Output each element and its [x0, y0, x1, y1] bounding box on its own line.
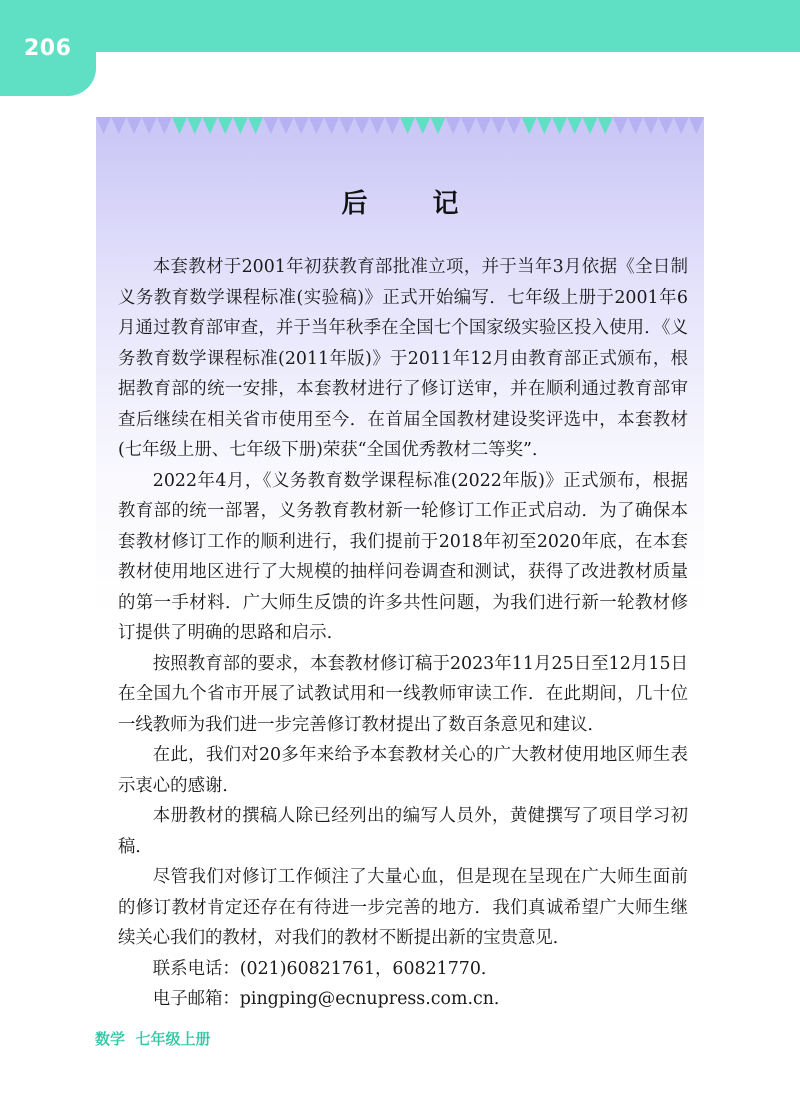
afterword-body — [118, 252, 688, 1015]
page-title: 后 记 — [341, 189, 487, 219]
zigzag-triangle — [400, 117, 415, 134]
zigzag-triangle — [142, 117, 157, 134]
zigzag-triangle — [461, 117, 476, 134]
zigzag-triangle — [126, 117, 141, 134]
zigzag-triangle — [613, 117, 628, 134]
zigzag-triangle — [582, 117, 597, 134]
zigzag-triangle — [370, 117, 385, 134]
zigzag-triangle — [202, 117, 217, 134]
zigzag-triangle — [628, 117, 643, 134]
zigzag-triangle — [248, 117, 263, 134]
zigzag-triangle — [339, 117, 354, 134]
zigzag-triangle — [157, 117, 172, 134]
zigzag-triangle — [476, 117, 491, 134]
zigzag-triangle — [674, 117, 689, 134]
zigzag-triangle — [689, 117, 704, 134]
zigzag-triangle — [567, 117, 582, 134]
zigzag-triangle — [233, 117, 248, 134]
page-number: 206 — [24, 36, 72, 61]
footer-book-title: 数学 七年级上册 — [95, 1030, 211, 1048]
zigzag-triangle — [172, 117, 187, 134]
zigzag-triangle — [537, 117, 552, 134]
zigzag-triangle — [96, 117, 111, 134]
paragraph: 2022年4月，《义务教育数学课程标准(2022年版)》正式颁布，根据教育部的统一部署，义务教育教材新一轮修订工作正式启动．为了确保本套教材修订工作的顺利进行，我们提前于2018年初至2020年底，在本套教材使用地区进行了大规模的抽样问卷调查和测试，获得了改进教材质量的第一手材料．广大师生反馈的许多共性问题，为我们进行新一轮教材修订提供了明确的思路和启示． — [118, 470, 688, 643]
zigzag-triangle — [643, 117, 658, 134]
zigzag-border — [96, 117, 704, 137]
zigzag-triangle — [506, 117, 521, 134]
paragraph: 本册教材的撰稿人除已经列出的编写人员外，黄健撰写了项目学习初稿． — [118, 806, 688, 857]
zigzag-triangle — [187, 117, 202, 134]
zigzag-triangle — [491, 117, 506, 134]
paragraph: 本套教材于2001年初获教育部批准立项，并于当年3月依据《全日制义务教育数学课程标准(实验稿)》正式开始编写．七年级上册于2001年6月通过教育部审查，并于当年秋季在全国七个国家级实验区投入使用．《义务教育数学课程标准(2011年版)》于2011年12月由教育部正式颁布，根据教育部的统一安排，本套教材进行了修订送审，并在顺利通过教育部审查后继续在相关省市使用至今．在首届全国教材建设奖评选中，本套教材(七年级上册、七年级下册)荣获“全国优秀教材二等奖”． — [118, 257, 688, 460]
zigzag-triangle — [552, 117, 567, 134]
zigzag-triangle — [658, 117, 673, 134]
afterword-panel — [96, 117, 704, 1027]
contact-email: 电子邮箱：pingping@ecnupress.com.cn． — [152, 989, 512, 1009]
paragraph: 在此，我们对20多年来给予本套教材关心的广大教材使用地区师生表示衷心的感谢． — [118, 745, 688, 796]
paragraph: 尽管我们对修订工作倾注了大量心血，但是现在呈现在广大师生面前的修订教材肯定还存在有待进一步完善的地方．我们真诚希望广大师生继续关心我们的教材，对我们的教材不断提出新的宝贵意见． — [118, 867, 688, 948]
paragraph: 按照教育部的要求，本套教材修订稿于2023年11月25日至12月15日在全国九个省市开展了试教试用和一线教师审读工作．在此期间，几十位一线教师为我们进一步完善修订教材提出了数百条意见和建议． — [118, 653, 688, 735]
zigzag-triangle — [309, 117, 324, 134]
zigzag-triangle — [385, 117, 400, 134]
zigzag-triangle — [324, 117, 339, 134]
zigzag-triangle — [278, 117, 293, 134]
zigzag-triangle — [111, 117, 126, 134]
zigzag-triangle — [446, 117, 461, 134]
zigzag-triangle — [415, 117, 430, 134]
contact-phone: 联系电话：(021)60821761，60821770． — [152, 958, 499, 979]
zigzag-triangle — [294, 117, 309, 134]
zigzag-triangle — [430, 117, 445, 134]
header-band — [0, 0, 800, 52]
zigzag-triangle — [354, 117, 369, 134]
zigzag-triangle — [218, 117, 233, 134]
zigzag-triangle — [522, 117, 537, 134]
zigzag-triangle — [263, 117, 278, 134]
zigzag-triangle — [598, 117, 613, 134]
